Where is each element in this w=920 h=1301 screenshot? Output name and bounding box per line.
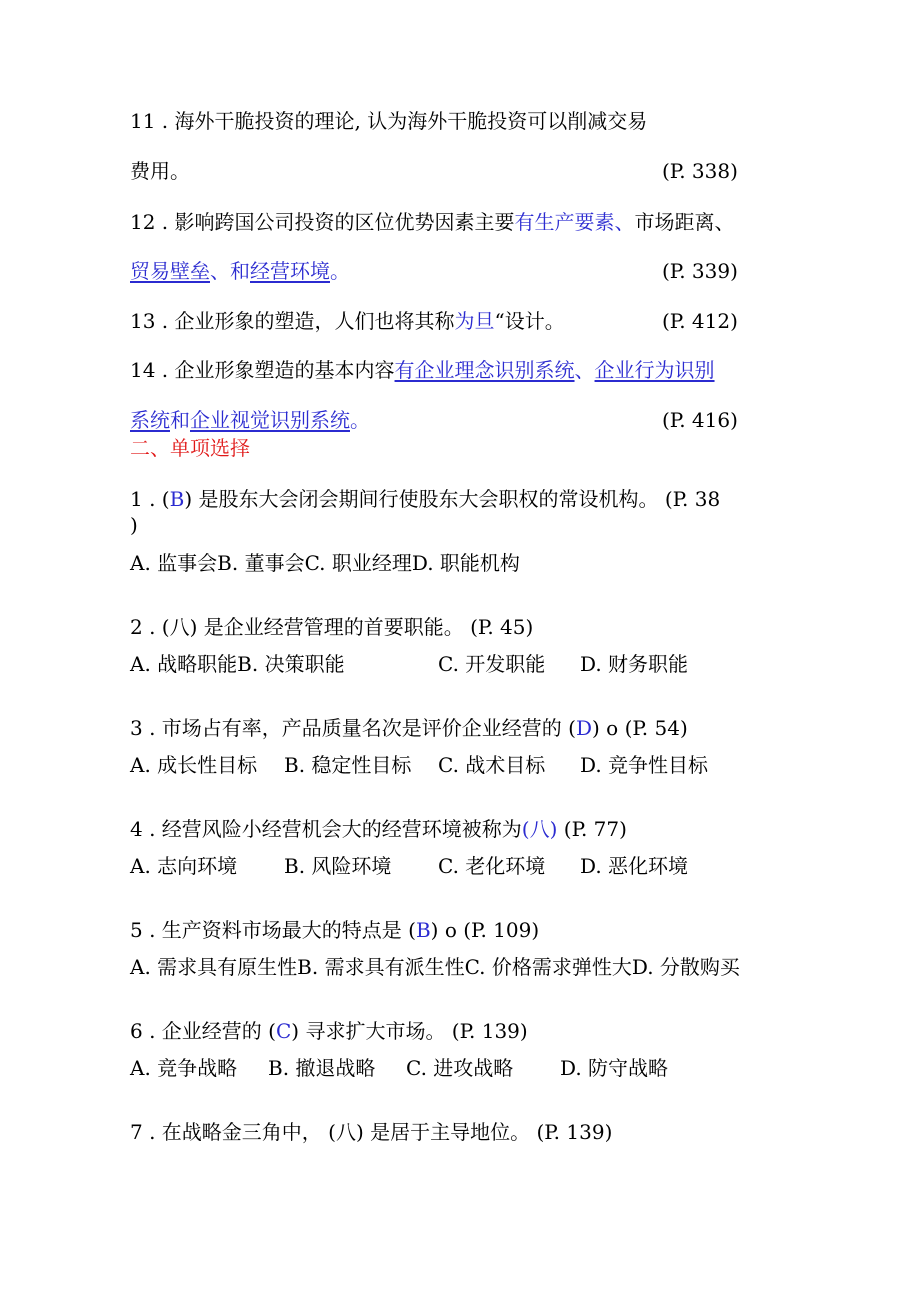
q11-page-ref: (P. 338): [662, 159, 738, 183]
q12-answer-1: 有生产要素: [514, 210, 615, 234]
q12-end: 。: [330, 259, 350, 283]
choice-q7-question: 7 . 在战略金三角中， (八) 是居于主导地位。 (P. 139): [130, 1120, 613, 1144]
choice-q6-option-c: C. 进攻战略: [406, 1056, 514, 1080]
q12-line1: [130, 208, 735, 236]
q14-page-ref: (P. 416): [662, 408, 738, 432]
choice-q4-suffix: (P. 77): [557, 817, 627, 841]
choice-q3-option-d: D. 竞争性目标: [580, 753, 709, 777]
q11-line1: 11 . 海外干脆投资的理论, 认为海外干脆投资可以削减交易: [130, 109, 648, 133]
choice-q5-answer: B: [415, 918, 431, 942]
choice-q1-num: 1 . (: [130, 487, 170, 511]
q14-line1: [130, 356, 715, 384]
q12-line2: [130, 257, 350, 285]
q13-line: [130, 307, 565, 335]
choice-q2-question: 2 . (八) 是企业经营管理的首要职能。 (P. 45): [130, 615, 534, 639]
choice-q6-question: [130, 1017, 528, 1045]
q14-end: 。: [350, 408, 370, 432]
choice-q1-text: ) 是股东大会闭会期间行使股东大会职权的常设机构。 (P. 38: [184, 487, 721, 511]
q14-answer-1: 有企业理念识别系统: [394, 358, 575, 382]
q12-answer-3: 贸易壁垒: [130, 259, 210, 283]
choice-q3-option-b: B. 稳定性目标: [284, 753, 412, 777]
choice-q5-prefix: 5 . 生产资料市场最大的特点是 (: [130, 918, 416, 942]
q14-sep-1: 、: [574, 358, 595, 382]
q13-answer: 为旦: [454, 309, 495, 333]
choice-q4-option-c: C. 老化环境: [438, 854, 546, 878]
choice-q1-answer: B: [169, 487, 185, 511]
choice-q6-option-b: B. 撤退战略: [268, 1056, 376, 1080]
choice-q6-prefix: 6 . 企业经营的 (: [130, 1019, 276, 1043]
choice-q5-options: A. 需求具有原生性B. 需求具有派生性C. 价格需求弹性大D. 分散购买: [130, 955, 740, 979]
q13-page-ref: (P. 412): [662, 309, 738, 333]
choice-q4-question: [130, 815, 627, 843]
q11-line2: 费用。: [130, 159, 190, 183]
q14-answer-2b: 系统: [130, 408, 170, 432]
q14-answer-3: 企业视觉识别系统: [190, 408, 350, 432]
q12-page-ref: (P. 339): [662, 259, 738, 283]
choice-q4-option-d: D. 恶化环境: [580, 854, 689, 878]
q12-sep-2: 、: [714, 210, 735, 234]
choice-q1-line2: ): [130, 513, 138, 537]
choice-q2-option-d: D. 财务职能: [580, 652, 689, 676]
q12-sep-3: 、: [210, 259, 230, 283]
choice-q4-prefix: 4 . 经营风险小经营机会大的经营环境被称为: [130, 817, 522, 841]
choice-q5-suffix: ) o (P. 109): [430, 918, 540, 942]
q14-prefix: 14 . 企业形象塑造的基本内容: [130, 358, 395, 382]
q12-answer-2: 市场距离: [634, 210, 715, 234]
q13-suffix: “设计。: [494, 309, 565, 333]
choice-q4-option-a: A. 志向环境: [130, 854, 238, 878]
choice-q4-answer: (八): [521, 817, 558, 841]
choice-q6-answer: C: [275, 1019, 292, 1043]
q12-answer-4: 经营环境: [250, 259, 330, 283]
q14-and: 和: [170, 408, 190, 432]
choice-q3-question: [130, 714, 688, 742]
choice-q3-prefix: 3 . 市场占有率，产品质量名次是评价企业经营的 (: [130, 716, 576, 740]
choice-q3-option-a: A. 成长性目标: [130, 753, 258, 777]
choice-q4-option-b: B. 风险环境: [284, 854, 392, 878]
q12-and: 和: [230, 259, 250, 283]
q14-line2: [130, 406, 370, 434]
q13-prefix: 13 . 企业形象的塑造，人们也将其称: [130, 309, 455, 333]
choice-q1-line1: [130, 485, 720, 513]
choice-q5-question: [130, 916, 539, 944]
q12-sep-1: 、: [614, 210, 635, 234]
choice-q3-option-c: C. 战术目标: [438, 753, 546, 777]
choice-q2-option-c: C. 开发职能: [438, 652, 546, 676]
q14-answer-2a: 企业行为识别: [594, 358, 715, 382]
choice-q6-suffix: ) 寻求扩大市场。 (P. 139): [291, 1019, 528, 1043]
choice-q1-options: A. 监事会B. 董事会C. 职业经理D. 职能机构: [130, 551, 520, 575]
choice-q6-option-a: A. 竞争战略: [130, 1056, 238, 1080]
q12-prefix: 12 . 影响跨国公司投资的区位优势因素主要: [130, 210, 515, 234]
section-title: 二、单项选择: [130, 436, 250, 460]
choice-q3-suffix: ) o (P. 54): [592, 716, 688, 740]
choice-q3-answer: D: [575, 716, 593, 740]
choice-q2-option-ab: A. 战略职能B. 决策职能: [130, 652, 345, 676]
choice-q6-option-d: D. 防守战略: [560, 1056, 669, 1080]
